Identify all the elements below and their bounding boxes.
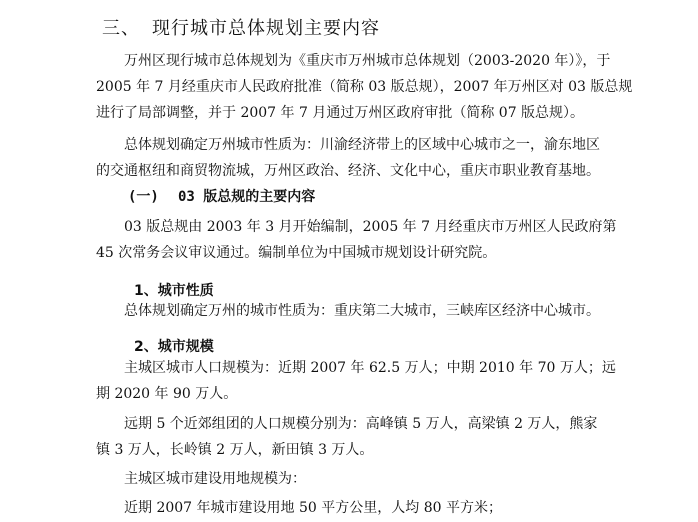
text-line: 进行了局部调整，并于 2007 年 7 月通过万州区政府审批（简称 07 版总规）。 (96, 105, 585, 121)
section-heading (102, 14, 380, 40)
text-line: 45 次常务会议审议通过。编制单位为中国城市规划设计研究院。 (96, 245, 497, 261)
paragraph-land-intro (96, 466, 608, 492)
subsection-title: 03 版总规的主要内容 (178, 189, 316, 205)
text-line: 近期 2007 年城市建设用地 50 平方公里，人均 80 平方米； (124, 500, 502, 516)
text-line: 万州区现行城市总体规划为《重庆市万州城市总体规划（2003-2020 年）》，于 (124, 53, 611, 69)
item-heading-scale: 2、城市规模 (134, 339, 214, 355)
text-line: 主城区城市人口规模为：近期 2007 年 62.5 万人；中期 2010 年 70 万人；远 (124, 360, 616, 376)
paragraph-suburbs (96, 411, 608, 463)
text-line: 镇 3 万人，长岭镇 2 万人，新田镇 3 万人。 (96, 442, 374, 458)
item-heading-nature: 1、城市性质 (134, 283, 214, 299)
paragraph-city-nature (96, 132, 608, 184)
text-line: 2005 年 7 月经重庆市人民政府批准（简称 03 版总规），2007 年万州区对 03 版总规 (96, 79, 633, 95)
paragraph-nature (96, 298, 608, 324)
paragraph-plan-overview (96, 48, 633, 126)
text-line: 的交通枢纽和商贸物流城，万州区政治、经济、文化中心，重庆市职业教育基地。 (96, 163, 600, 179)
text-line: 期 2020 年 90 万人。 (96, 386, 238, 402)
text-line: 总体规划确定万州的城市性质为：重庆第二大城市，三峡库区经济中心城市。 (124, 303, 600, 319)
text-line: 主城区城市建设用地规模为： (124, 471, 306, 487)
paragraph-population (96, 355, 616, 407)
text-line: 03 版总规由 2003 年 3 月开始编制，2005 年 7 月经重庆市万州区人民政府第 (124, 219, 617, 235)
subsection-number: (一) (128, 189, 159, 205)
paragraph-land-near (96, 495, 608, 521)
section-number: 三、 (102, 18, 140, 39)
text-line: 总体规划确定万州城市性质为：川渝经济带上的区域中心城市之一，渝东地区 (124, 137, 600, 153)
text-line: 远期 5 个近郊组团的人口规模分别为：高峰镇 5 万人，高梁镇 2 万人，熊家 (124, 416, 598, 432)
subsection-heading (128, 186, 315, 206)
section-title: 现行城市总体规划主要内容 (152, 18, 380, 39)
paragraph-03-plan-intro (96, 214, 617, 266)
